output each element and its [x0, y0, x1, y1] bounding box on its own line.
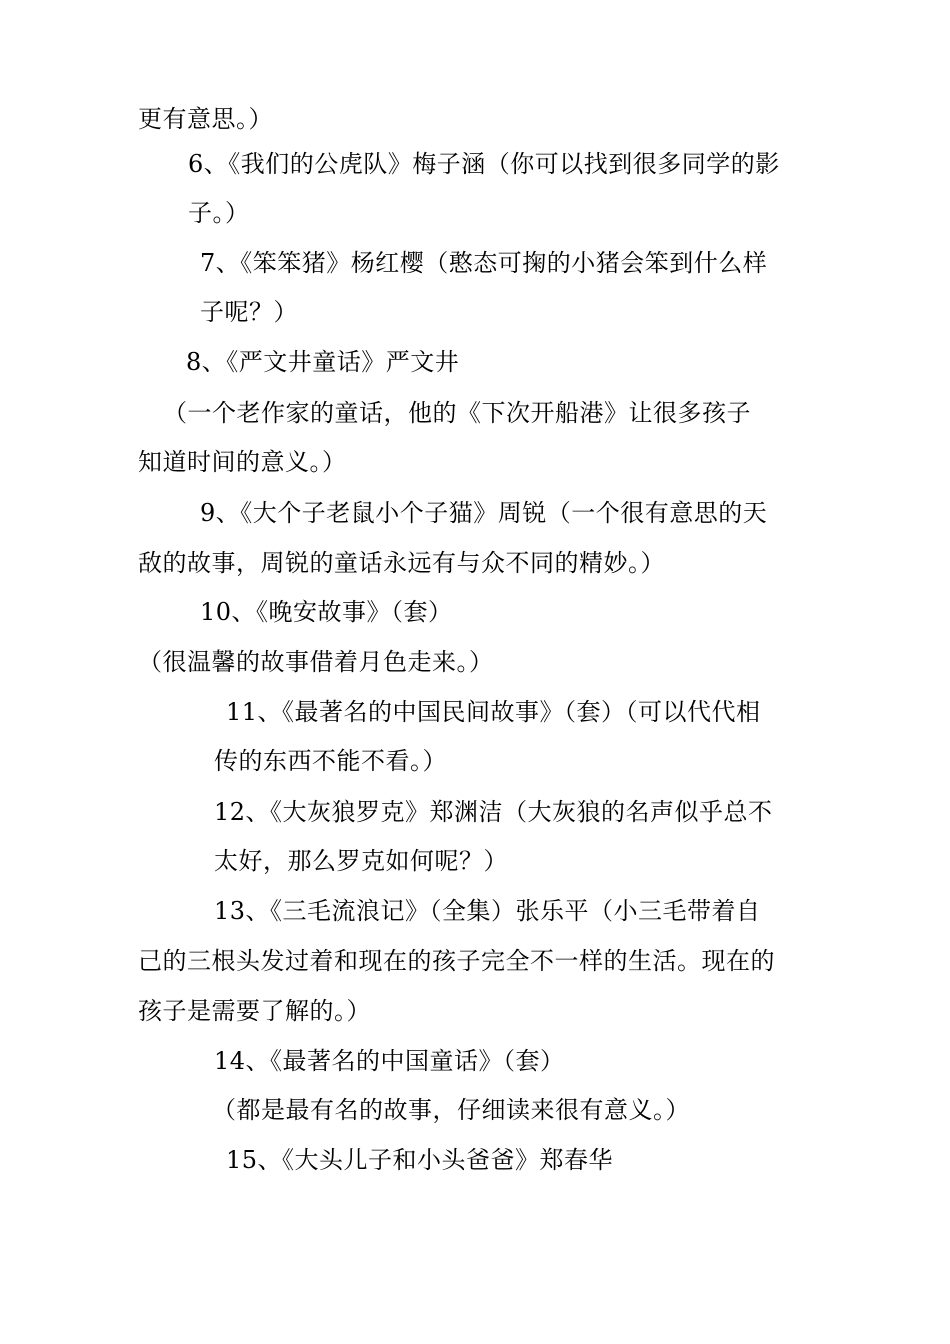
- text-line: （一个老作家的童话，他的《下次开船港》让很多孩子: [163, 399, 751, 427]
- text-line: 11、《最著名的中国民间故事》（套）（可以代代相: [226, 698, 761, 726]
- text-line: 知道时间的意义。）: [138, 448, 347, 476]
- text-line: （都是最有名的故事，仔细读来很有意义。）: [212, 1096, 690, 1124]
- text-line: 13、《三毛流浪记》（全集）张乐平（小三毛带着自: [214, 897, 761, 925]
- text-line: 己的三根头发过着和现在的孩子完全不一样的生活。现在的: [138, 947, 775, 975]
- text-line: 子。）: [188, 199, 250, 227]
- text-line: 6、《我们的公虎队》梅子涵（你可以找到很多同学的影: [188, 150, 780, 178]
- text-line: 敌的故事，周锐的童话永远有与众不同的精妙。）: [138, 549, 665, 577]
- text-line: 7、《笨笨猪》杨红樱（憨态可掬的小猪会笨到什么样: [200, 249, 768, 277]
- text-line: 9、《大个子老鼠小个子猫》周锐（一个很有意思的天: [200, 499, 768, 527]
- text-line: 15、《大头儿子和小头爸爸》郑春华: [226, 1146, 614, 1174]
- text-line: 8、《严文井童话》严文井: [186, 348, 460, 376]
- text-line: 传的东西不能不看。）: [214, 747, 447, 775]
- text-line: 孩子是需要了解的。）: [138, 997, 371, 1025]
- text-line: 子呢？）: [200, 298, 298, 326]
- text-line: 10、《晚安故事》（套）: [200, 598, 453, 626]
- text-line: 更有意思。）: [138, 105, 273, 133]
- text-line: 12、《大灰狼罗克》郑渊洁（大灰狼的名声似乎总不: [214, 798, 773, 826]
- text-line: 14、《最著名的中国童话》（套）: [214, 1047, 565, 1075]
- text-line: 太好，那么罗克如何呢？）: [214, 847, 508, 875]
- text-line: （很温馨的故事借着月色走来。）: [138, 648, 494, 676]
